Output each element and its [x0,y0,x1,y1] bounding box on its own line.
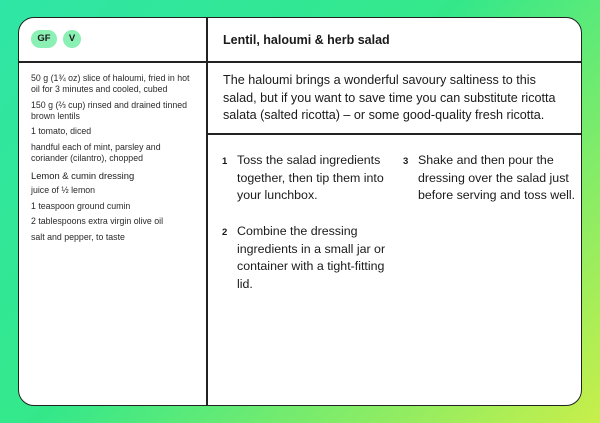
dressing-item: 2 tablespoons extra virgin olive oil [31,216,164,227]
ingredients-list [31,73,199,248]
dressing-item: 1 teaspoon ground cumin [31,200,131,211]
ingredient-item: handful each of mint, parsley and coriander (cilantro), chopped [31,141,161,163]
step-text: Combine the dressing ingredients in a small jar or container with a tight-fitting lid. [237,224,386,291]
diet-badges [31,30,81,48]
dressing-item: juice of ½ lemon [31,185,96,196]
ingredient-item: 50 g (1¾ oz) slice of haloumi, fried in hot oil for 3 minutes and cooled, cubed [31,73,190,94]
recipe-title: Lentil, haloumi & herb salad [223,33,390,47]
column-divider [206,18,208,405]
vegetarian-badge: V [63,30,81,48]
dressing-heading: Lemon & cumin dressing [31,169,135,181]
step-text: Toss the salad ingredients together, then tip them into your lunchbox. [237,153,384,202]
recipe-intro: The haloumi brings a wonderful savoury saltiness to this salad, but if you want to save time you can substitute ricotta salata (salted ricotta) – or some good-quality fresh ricotta. [223,73,556,122]
gluten-free-badge: GF [31,30,57,48]
step-number: 2 [222,227,228,238]
step-text: Shake and then pour the dressing over the salad just before serving and toss well. [418,153,576,202]
step-number: 3 [403,156,409,167]
ingredient-item: 1 tomato, diced [31,126,92,137]
step-number: 1 [222,156,228,167]
header-divider [19,61,581,63]
ingredient-item: 150 g (⅔ cup) rinsed and drained tinned brown lentils [31,99,188,121]
intro-divider [207,133,581,135]
dressing-item: salt and pepper, to taste [31,232,125,243]
recipe-card [18,17,582,406]
